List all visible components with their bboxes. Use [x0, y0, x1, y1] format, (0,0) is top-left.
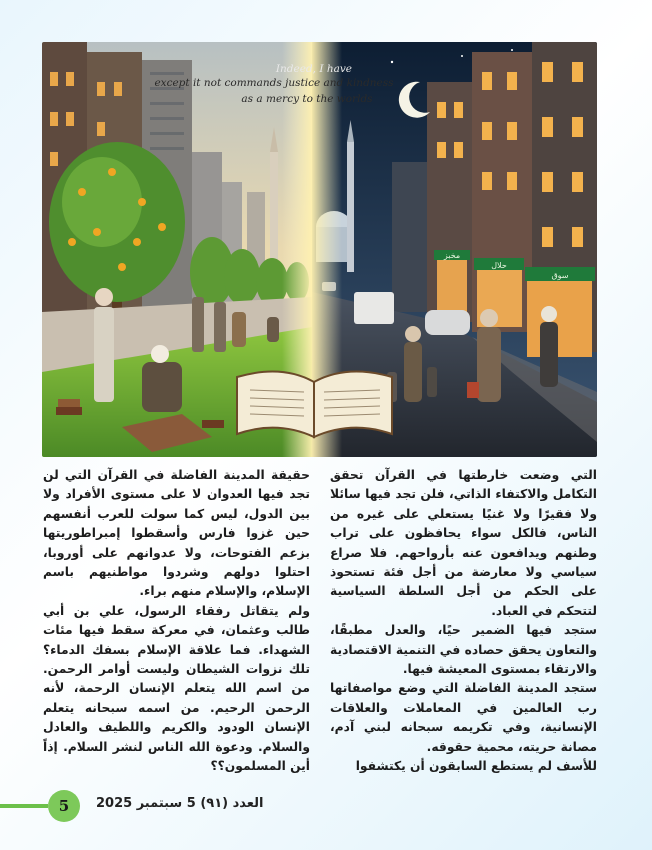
shop-sign-3: سوق — [551, 271, 569, 280]
article-column-left — [43, 466, 310, 786]
caption-line-1: Indeed, I have — [275, 63, 352, 75]
paragraph: ستجد المدينة الفاضلة التي وضع مواصفاتها رب العالمين في المعاملات والعلاقات الإنسانية، وفي تكريمه سبحانه لبني آدم، مصانة حريته، محمية حقوقه. — [330, 681, 597, 754]
paragraph: التي وضعت خارطتها في القرآن تحقق التكامل والاكتفاء الذاتي، فلن تجد فيها سائلا ولا فقيرًا ولا غنيًا يستعلي على غيره من الناس، فالكل سواء يحافظون على تراب وطنهم ويدافعون عنه بأرواحهم. فلا صراع سياسي ولا معارضة من أجل فئة تستحوذ على الحكم من أجل السلطة السياسية لتتحكم في العباد. — [330, 468, 597, 618]
caption-line-2: except it not commands justice and kindness — [154, 77, 394, 89]
issue-label: العدد (٩١) 5 سبتمبر 2025 — [96, 796, 264, 811]
hero-illustration — [42, 42, 597, 457]
page-number-badge: 5 — [48, 790, 80, 822]
shop-sign-2: حلال — [491, 261, 507, 270]
article-column-right — [330, 466, 597, 786]
caption-line-3: as a mercy to the worlds — [241, 93, 373, 105]
article-body — [42, 466, 597, 786]
page-footer — [0, 790, 652, 824]
footer-accent-line — [0, 804, 48, 808]
paragraph: ولم يتقاتل رفقاء الرسول، علي بن أبي طالب وعثمان، في معركة سقط فيها مئات الشهداء. فما علاقة الإسلام بسفك الدماء؟ تلك نزوات الشيطان وليست أوامر الرحمن. من اسم الله يتعلم الإنسان الرحمة، لأنه الرحمن الرحيم. من اسمه سبحانه يتعلم الإنسان الودود والكريم واللطيف والعادل والسلام. ودعوة الله الناس لنشر السلام. إذاً أين المسلمون؟؟ — [43, 603, 310, 774]
paragraph: ستجد فيها الضمير حيًا، والعدل مطبقًا، والتعاون يحقق حصاده في التنمية الاقتصادية والارتقاء بمستوى المعيشة فيها. — [330, 623, 597, 677]
paragraph: حقيقة المدينة الفاضلة في القرآن التي لن تجد فيها العدوان لا على مستوى الأفراد ولا بين الدول، ليس كما سولت للعرب أنفسهم حين غزوا فارس وأسقطوا إمبراطوريتها بزعم الفتوحات، ولا عدوانهم على أوروبا، احتلوا دولهم وشردوا مواطنيهم باسم الإسلام، والإسلام منهم براء. — [43, 468, 310, 599]
shop-sign-1: مخبز — [443, 251, 461, 260]
paragraph: للأسف لم يستطع السابقون أن يكتشفوا — [355, 759, 597, 774]
